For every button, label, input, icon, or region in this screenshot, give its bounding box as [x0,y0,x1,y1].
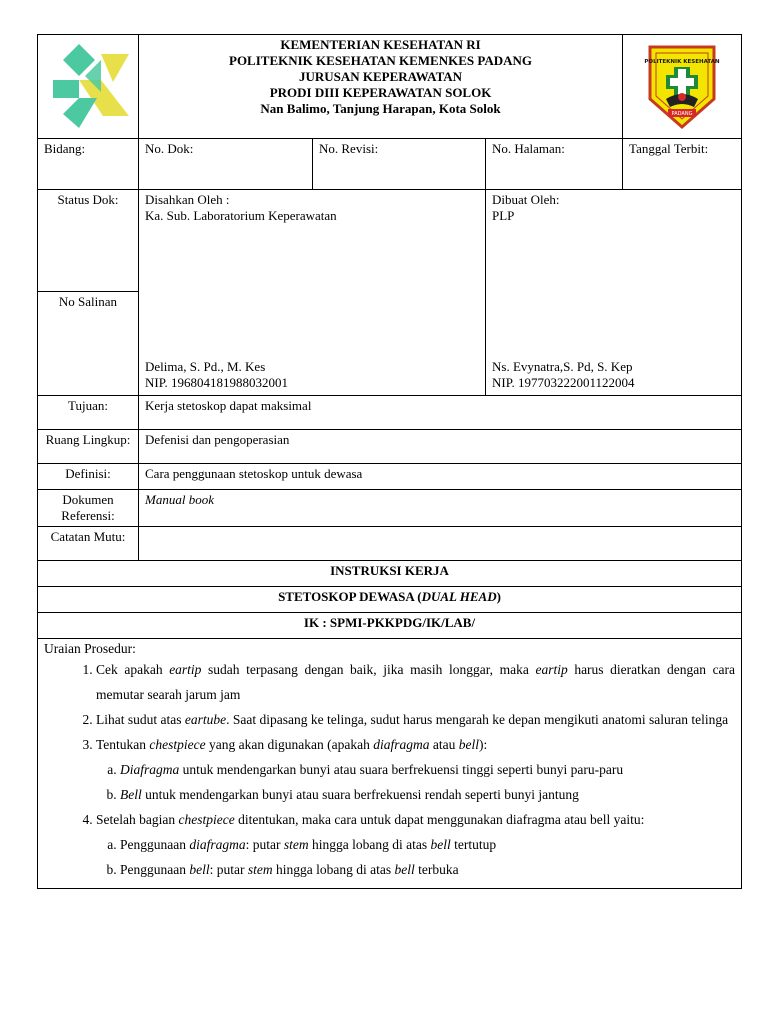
kemenkes-logo-icon [43,36,133,134]
procedure-cell [38,639,742,889]
catatan-mutu-label: Catatan Mutu: [38,527,139,561]
header-line-2: POLITEKNIK KESEHATAN KEMENKES PADANG [229,53,533,68]
procedure-step-3a: a. Diafragma untuk mendengarkan bunyi atau suara berfrekuensi tinggi seperti bunyi paru-paru [120,757,735,782]
created-by-name: Ns. Evynatra,S. Pd, S. Kep [492,359,633,374]
no-halaman-label: No. Halaman: [486,139,623,190]
tujuan-label: Tujuan: [38,396,139,430]
procedure-step-4b: b. Penggunaan bell: putar stem hingga lobang di atas bell terbuka [120,857,735,882]
approved-by-name: Delima, S. Pd., M. Kes [145,359,266,374]
ruang-lingkup-value: Defenisi dan pengoperasian [139,430,742,464]
header-line-4: PRODI DIII KEPERAWATAN SOLOK [269,85,492,100]
procedure-step-3b: b. Bell untuk mendengarkan bunyi atau suara berfrekuensi rendah seperti bunyi jantung [120,782,735,807]
header-line-1: KEMENTERIAN KESEHATAN RI [280,37,481,52]
document [37,34,741,889]
procedure-title: Uraian Prosedur: [44,641,136,656]
approved-by-nip: NIP. 196804181988032001 [145,375,289,390]
procedure-step-2: 2. Lihat sudut atas eartube. Saat dipasang ke telinga, sudut harus mengarah ke depan mengikuti anatomi saluran telinga [96,707,735,732]
procedure-step-4-sublist [96,832,735,882]
bidang-label: Bidang: [38,139,139,190]
no-salinan-label: No Salinan [38,292,139,396]
institution-header [139,35,623,139]
created-by-cell [486,190,742,396]
svg-text:PADANG: PADANG [671,110,693,117]
header-address: Nan Balimo, Tanjung Harapan, Kota Solok [260,101,501,116]
tujuan-value: Kerja stetoskop dapat maksimal [139,396,742,430]
no-revisi-label: No. Revisi: [313,139,486,190]
procedure-step-4a: a. Penggunaan diafragma: putar stem hingga lobang di atas bell tertutup [120,832,735,857]
definisi-label: Definisi: [38,464,139,490]
dokumen-referensi-value: Manual book [139,490,742,527]
sop-table [37,34,742,889]
created-by-label: Dibuat Oleh: [492,192,560,207]
procedure-step-3: 3. Tentukan chestpiece yang akan digunakan (apakah diafragma atau bell): a. Diafragma untuk mendengarkan bunyi atau suara berfrekuensi tinggi seperti bunyi paru-paru b. Bell untuk mendengarkan bunyi atau suara berfrekuensi rendah seperti bunyi jantung [96,732,735,807]
stetoskop-title: STETOSKOP DEWASA (DUAL HEAD) [38,587,742,613]
ik-code-title: IK : SPMI-PKKPDG/IK/LAB/ [38,613,742,639]
created-by-role: PLP [492,208,515,223]
dokumen-referensi-label: Dokumen Referensi: [38,490,139,527]
kemenkes-logo-cell [38,35,139,139]
procedure-step-4: 4. Setelah bagian chestpiece ditentukan, maka cara untuk dapat menggunakan diafragma atau bell yaitu: a. Penggunaan diafragma: putar stem hingga lobang di atas bell tertutup b. Penggunaan bell: putar stem hingga lobang di atas bell terbuka [96,807,735,882]
poltekkes-logo-cell [623,35,742,139]
definisi-value: Cara penggunaan stetoskop untuk dewasa [139,464,742,490]
approved-by-role: Ka. Sub. Laboratorium Keperawatan [145,208,337,223]
no-dok-label: No. Dok: [139,139,313,190]
status-dok-label: Status Dok: [38,190,139,292]
instruksi-kerja-title: INSTRUKSI KERJA [38,561,742,587]
procedure-step-3-sublist [96,757,735,807]
svg-text:POLITEKNIK KESEHATAN: POLITEKNIK KESEHATAN [644,58,720,65]
catatan-mutu-value [139,527,742,561]
ruang-lingkup-label: Ruang Lingkup: [38,430,139,464]
created-by-nip: NIP. 197703222001122004 [492,375,635,390]
tanggal-terbit-label: Tanggal Terbit: [623,139,742,190]
approved-by-label: Disahkan Oleh : [145,192,230,207]
procedure-step-1: 1. Cek apakah eartip sudah terpasang dengan baik, jika masih longgar, maka eartip harus dieratkan dengan cara memutar searah jarum jam [96,657,735,707]
poltekkes-logo-icon [642,39,722,131]
header-line-3: JURUSAN KEPERAWATAN [298,69,463,84]
procedure-list [44,657,735,882]
approved-by-cell [139,190,486,396]
